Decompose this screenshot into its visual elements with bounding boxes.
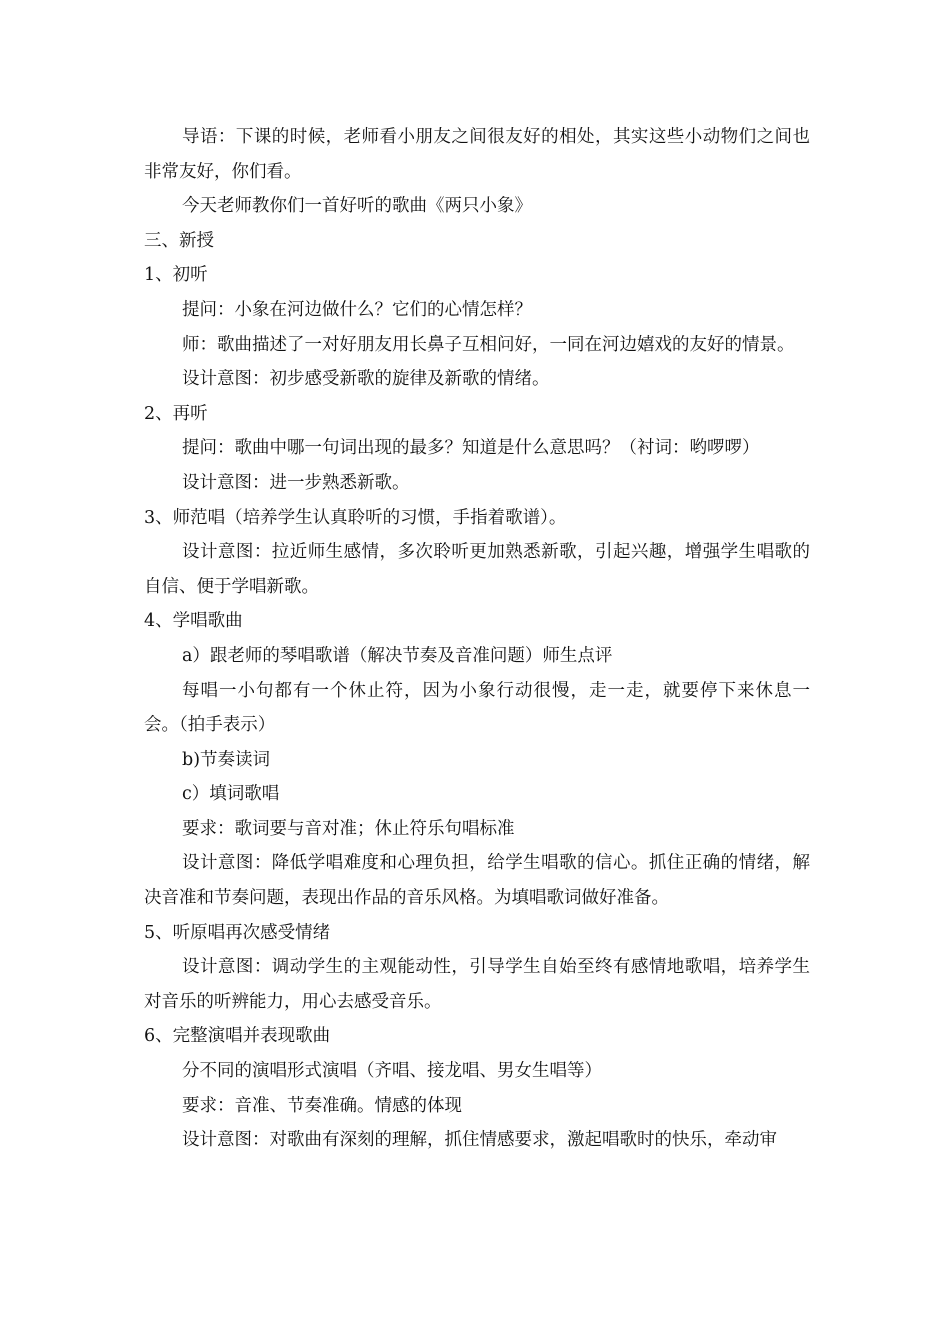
section-heading-new-lesson: 三、新授 [144,230,214,251]
document-body [144,120,810,1158]
requirement-paragraph: 要求：歌词要与音对准；休止符乐句唱标准 [182,818,515,839]
step-heading-teacher-demo: 3、师范唱（培养学生认真聆听的习惯，手指着歌谱）。 [144,507,567,528]
design-intent-paragraph: 设计意图：降低学唱难度和心理负担，给学生唱歌的信心。抓住正确的情绪，解决音准和节奏问题，表现出作品的音乐风格。为填唱歌词做好准备。 [144,853,810,909]
question-paragraph: 提问：歌曲中哪一句词出现的最多？知道是什么意思吗？（衬词：哟啰啰） [182,438,760,459]
question-paragraph: 提问：小象在河边做什么？它们的心情怎样？ [182,299,532,320]
step-heading-first-listen: 1、初听 [144,265,208,286]
song-intro-paragraph: 今天老师教你们一首好听的歌曲《两只小象》 [182,196,532,217]
sub-step-b: b)节奏读词 [182,749,271,770]
design-intent-paragraph: 设计意图：调动学生的主观能动性，引导学生自始至终有感情地歌唱，培养学生对音乐的听辨能力，用心去感受音乐。 [144,957,810,1012]
performance-forms-paragraph: 分不同的演唱形式演唱（齐唱、接龙唱、男女生唱等） [182,1061,602,1082]
design-intent-paragraph: 设计意图：对歌曲有深刻的理解，抓住情感要求，激起唱歌时的快乐，牵动审 [182,1130,777,1151]
intro-paragraph: 导语：下课的时候，老师看小朋友之间很友好的相处，其实这些小动物们之间也非常友好，你们看。 [144,127,810,182]
step-heading-listen-again: 2、再听 [144,403,208,424]
step-heading-full-performance: 6、完整演唱并表现歌曲 [144,1026,331,1047]
step-heading-learn-song: 4、学唱歌曲 [144,611,243,632]
design-intent-paragraph: 设计意图：初步感受新歌的旋律及新歌的情绪。 [182,369,550,390]
teacher-paragraph: 师：歌曲描述了一对好朋友用长鼻子互相问好，一同在河边嬉戏的友好的情景。 [182,334,795,355]
step-heading-original: 5、听原唱再次感受情绪 [144,922,331,943]
design-intent-paragraph: 设计意图：拉近师生感情，多次聆听更加熟悉新歌，引起兴趣，增强学生唱歌的自信、便于学唱新歌。 [144,542,810,597]
rest-explanation-paragraph: 每唱一小句都有一个休止符，因为小象行动很慢，走一走，就要停下来休息一会。（拍手表示） [144,680,810,736]
sub-step-a: a）跟老师的琴唱歌谱（解决节奏及音准问题）师生点评 [182,645,613,666]
requirement-paragraph: 要求：音准、节奏准确。情感的体现 [182,1095,462,1116]
sub-step-c: c）填词歌唱 [182,784,280,805]
design-intent-paragraph: 设计意图：进一步熟悉新歌。 [182,472,410,493]
